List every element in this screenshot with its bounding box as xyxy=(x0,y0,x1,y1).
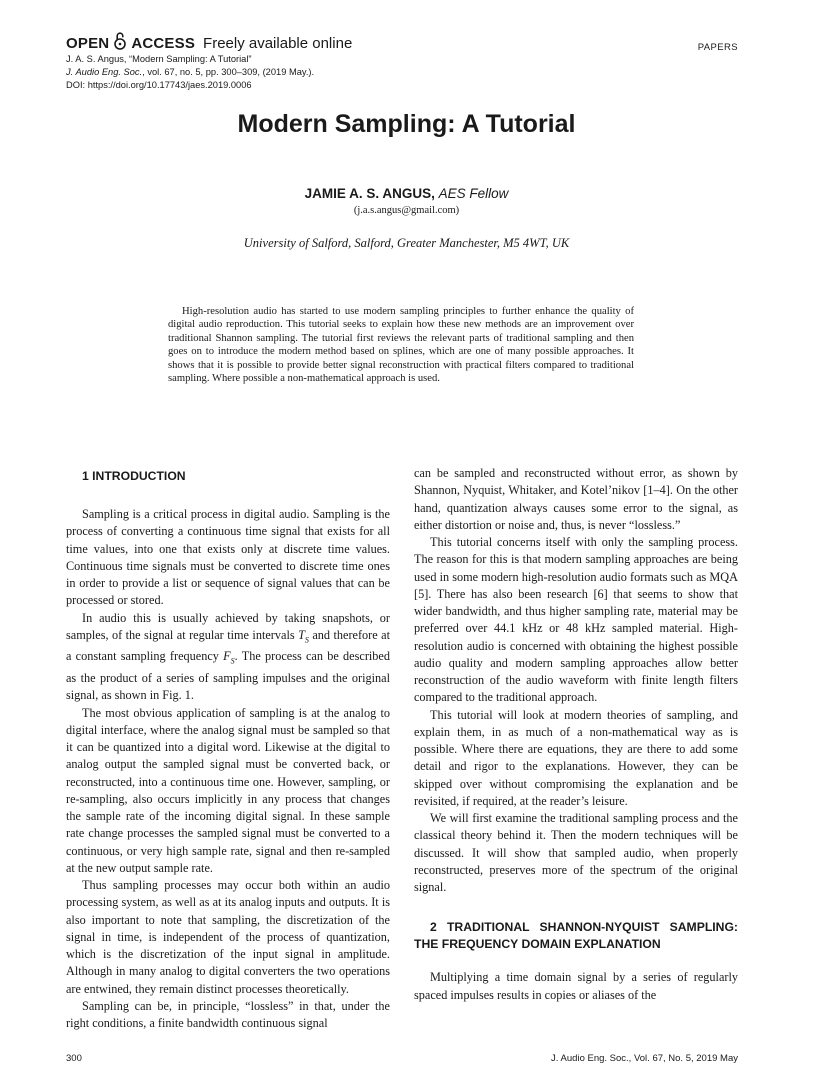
citation-line: J. A. S. Angus, “Modern Sampling: A Tutorial” xyxy=(66,54,252,64)
abstract: High-resolution audio has started to use modern sampling principles to further enhance the quality of digital audio reproduction. This tutorial seeks to explain how these new methods are an improvement over traditional Shannon sampling. The tutorial first reviews the relevant parts of traditional sampling and then goes on to introduce the modern method based on splines, which are one of many possible approaches. It shows that it is possible to provide better signal reconstruction with practical filters compared to traditional sampling. Where possible a non-mathematical approach is used. xyxy=(168,306,634,385)
left-column xyxy=(66,464,390,1032)
author-name: JAMIE A. S. ANGUS, xyxy=(304,186,435,201)
paragraph: The most obvious application of sampling is at the analog to digital interface, where the analog signal must be sampled so that it can be quantized into a digital word. Likewise at the digital to analog output the sampled signal must be converted back, or reconstructed, into a continuous time one. However, sampling, or re-sampling, also occurs implicitly in any process that changes the sample rate of the incoming digital signal. In these sample rate change processes the sampled signal must be converted to a continuous, or very high sample rate, signal and then re-sampled at the new output sample rate. xyxy=(66,705,390,875)
math-symbol: $F_S$ xyxy=(223,649,235,666)
citation-details: , vol. 67, no. 5, pp. 300–309, (2019 May.). xyxy=(142,66,315,77)
open-access-tagline: Freely available online xyxy=(203,34,353,52)
citation-journal: J. Audio Eng. Soc. xyxy=(66,66,143,77)
footer-journal-ref: J. Audio Eng. Soc., Vol. 67, No. 5, 2019 May xyxy=(551,1053,738,1064)
text-run: and therefore at a constant sampling frequency xyxy=(66,627,390,664)
author-honor: AES Fellow xyxy=(438,186,509,201)
paragraph: Sampling is a critical process in digital audio. Sampling is the process of converting a continuous time signal that exists for all time values, into one that exists only at discrete time values. Continuous time signals must be converted to discrete time ones in order to provide a list or sequence of signal values that can be processed or stored. xyxy=(66,507,390,608)
math-symbol: $T_S$ xyxy=(298,627,309,645)
section-heading-traditional-sampling: 2 TRADITIONAL SHANNON-NYQUIST SAMPLING: THE FREQUENCY DOMAIN EXPLANATION xyxy=(414,920,738,952)
paragraph: can be sampled and reconstructed without error, as shown by Shannon, Nyquist, Whitaker, and Kotel’nikov [1–4]. On the other hand, quantization always causes some error to the signal, as either distortion or noise and, thus, is never “lossless.” xyxy=(414,466,738,532)
citation-journal-line xyxy=(66,66,314,79)
section-heading-introduction: 1 INTRODUCTION xyxy=(82,469,186,483)
open-access-open-text: OPEN xyxy=(66,34,110,52)
text-run: In audio this is usually achieved by taking snapshots, or samples, of the signal at regular time intervals xyxy=(66,610,390,642)
page-number: 300 xyxy=(66,1053,82,1064)
paragraph: This tutorial will look at modern theories of sampling, and explain them, in as much of a non-mathematical way as is possible. Where there are equations, they are there to add some detail and rigor to the explanations. However, they can be skipped over without compromising the explanation and be revisited, if required, at the reader’s leisure. xyxy=(414,707,738,808)
author-email[interactable]: (j.a.s.angus@gmail.com) xyxy=(353,205,460,216)
author-affiliation: University of Salford, Salford, Greater Manchester, M5 4WT, UK xyxy=(243,236,570,250)
paragraph: Sampling can be, in principle, “lossless” in that, under the right conditions, a finite bandwidth continuous signal xyxy=(66,998,390,1031)
open-access-logo xyxy=(66,31,352,55)
citation-doi[interactable]: DOI: https://doi.org/10.17743/jaes.2019.0006 xyxy=(66,79,252,90)
author-line xyxy=(0,186,813,201)
paragraph: Thus sampling processes may occur both within an audio processing system, as well as at its analog inputs and outputs. It is also important to note that sampling, the discretization of the signal in time, is independent of the process of quantization, which is the discretization of the input signal in amplitude. Although in many analog to digital converters the two operations are entwined, they remain distinct processes theoretically. xyxy=(66,878,390,996)
open-lock-icon xyxy=(113,31,127,55)
paragraph xyxy=(66,610,390,705)
paragraph: This tutorial concerns itself with only the sampling process. The reason for this is that modern sampling approaches are being used in some modern high-resolution audio formats such as MQA [5]. There has also been research [6] that seems to show that wider bandwidth, and thus higher sampling rate, material may be preferred over 44.1 kHz or 48 kHz sampled material. High-resolution audio is concerned with obtaining the highest possible audio quality and modern sampling approaches allow better reconstruction of the audio waveform with finite length filters compared to the traditional approach. xyxy=(414,535,738,705)
right-column xyxy=(414,465,738,1004)
text-run: . The process can be described as the product of a series of sampling impulses and the original signal, as shown in Fig. 1. xyxy=(66,649,390,703)
section-label: PAPERS xyxy=(697,42,738,53)
citation-block xyxy=(66,53,314,91)
paper-title: Modern Sampling: A Tutorial xyxy=(237,110,576,138)
paragraph: Multiplying a time domain signal by a series of regularly spaced impulses results in copies or aliases of the xyxy=(414,970,738,1002)
paragraph: We will first examine the traditional sampling process and the classical theory behind it. Then the modern techniques will be discussed. It will show that sampled audio, when properly reconstructed, preserves more of the spectrum of the original signal. xyxy=(414,811,738,894)
open-access-access-text: ACCESS xyxy=(131,34,196,52)
